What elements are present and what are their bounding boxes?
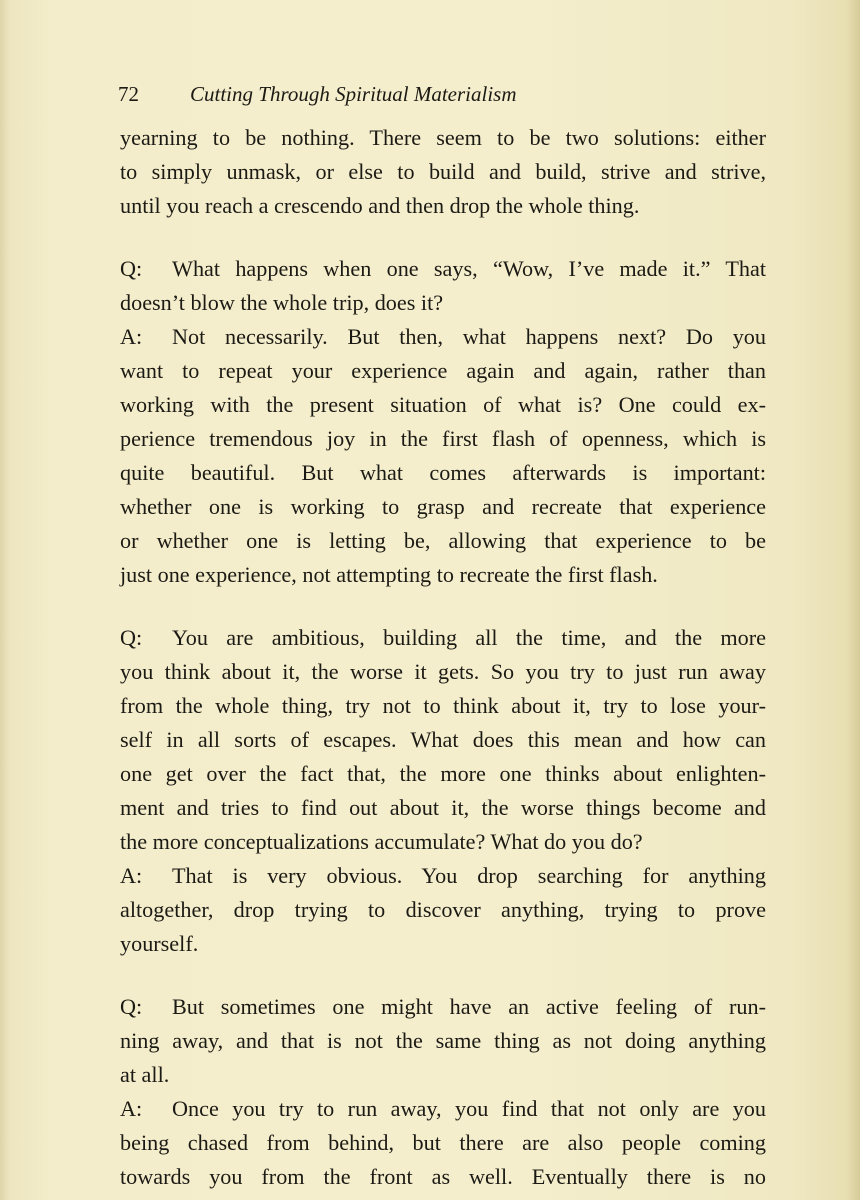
text-line: doesn’t blow the whole trip, does it?	[120, 290, 444, 315]
text-line: at all.	[120, 1062, 170, 1087]
text-line: towards you from the front as well. Eventually there is no	[120, 1164, 766, 1189]
question-label: Q:	[120, 994, 143, 1019]
text-line: the more conceptualizations accumulate? What do you do?	[120, 829, 643, 854]
page-body	[120, 121, 766, 1194]
text-segment: You are ambitious, building all the time, and the more	[172, 625, 766, 650]
question-line	[120, 621, 766, 655]
text-line: or whether one is letting be, allowing that experience to be	[120, 528, 766, 553]
text-line: want to repeat your experience again and again, rather than	[120, 358, 766, 383]
text-line: yearning to be nothing. There seem to be two solutions: either	[120, 125, 766, 150]
answer-label: A:	[120, 863, 143, 888]
text-line: from the whole thing, try not to think about it, try to lose your-	[120, 693, 766, 718]
text-segment: What happens when one says, “Wow, I’ve made it.” That	[172, 256, 766, 281]
text-segment: Not necessarily. But then, what happens next? Do you	[172, 324, 766, 349]
text-line: altogether, drop trying to discover anything, trying to prove	[120, 897, 766, 922]
text-line: working with the present situation of what is? One could ex-	[120, 392, 766, 417]
text-line: yourself.	[120, 931, 199, 956]
text-line: one get over the fact that, the more one thinks about enlighten-	[120, 761, 766, 786]
text-line: to simply unmask, or else to build and build, strive and strive,	[120, 159, 766, 184]
question-label: Q:	[120, 625, 143, 650]
text-line: just one experience, not attempting to recreate the first flash.	[120, 562, 658, 587]
text-line: whether one is working to grasp and recreate that experience	[120, 494, 766, 519]
text-line: quite beautiful. But what comes afterwards is important:	[120, 460, 766, 485]
text-segment: Once you try to run away, you find that not only are you	[172, 1096, 766, 1121]
text-line: self in all sorts of escapes. What does this mean and how can	[120, 727, 766, 752]
answer-label: A:	[120, 324, 143, 349]
text-line: ning away, and that is not the same thing as not doing anything	[120, 1028, 766, 1053]
question-label: Q:	[120, 256, 143, 281]
answer-line	[120, 1092, 766, 1126]
question-line	[120, 990, 766, 1024]
text-segment: But sometimes one might have an active feeling of run-	[172, 994, 766, 1019]
answer-label: A:	[120, 1096, 143, 1121]
page-number: 72	[118, 82, 139, 106]
book-title: Cutting Through Spiritual Materialism	[190, 82, 517, 106]
running-header	[118, 80, 758, 108]
question-line	[120, 252, 766, 286]
text-line: ment and tries to find out about it, the worse things become and	[120, 795, 766, 820]
text-line: being chased from behind, but there are also people coming	[120, 1130, 766, 1155]
text-line: you think about it, the worse it gets. So you try to just run away	[120, 659, 766, 684]
answer-line	[120, 320, 766, 354]
answer-line	[120, 859, 766, 893]
text-segment: That is very obvious. You drop searching for anything	[172, 863, 766, 888]
text-line: perience tremendous joy in the first flash of openness, which is	[120, 426, 766, 451]
text-line: until you reach a crescendo and then drop the whole thing.	[120, 193, 640, 218]
